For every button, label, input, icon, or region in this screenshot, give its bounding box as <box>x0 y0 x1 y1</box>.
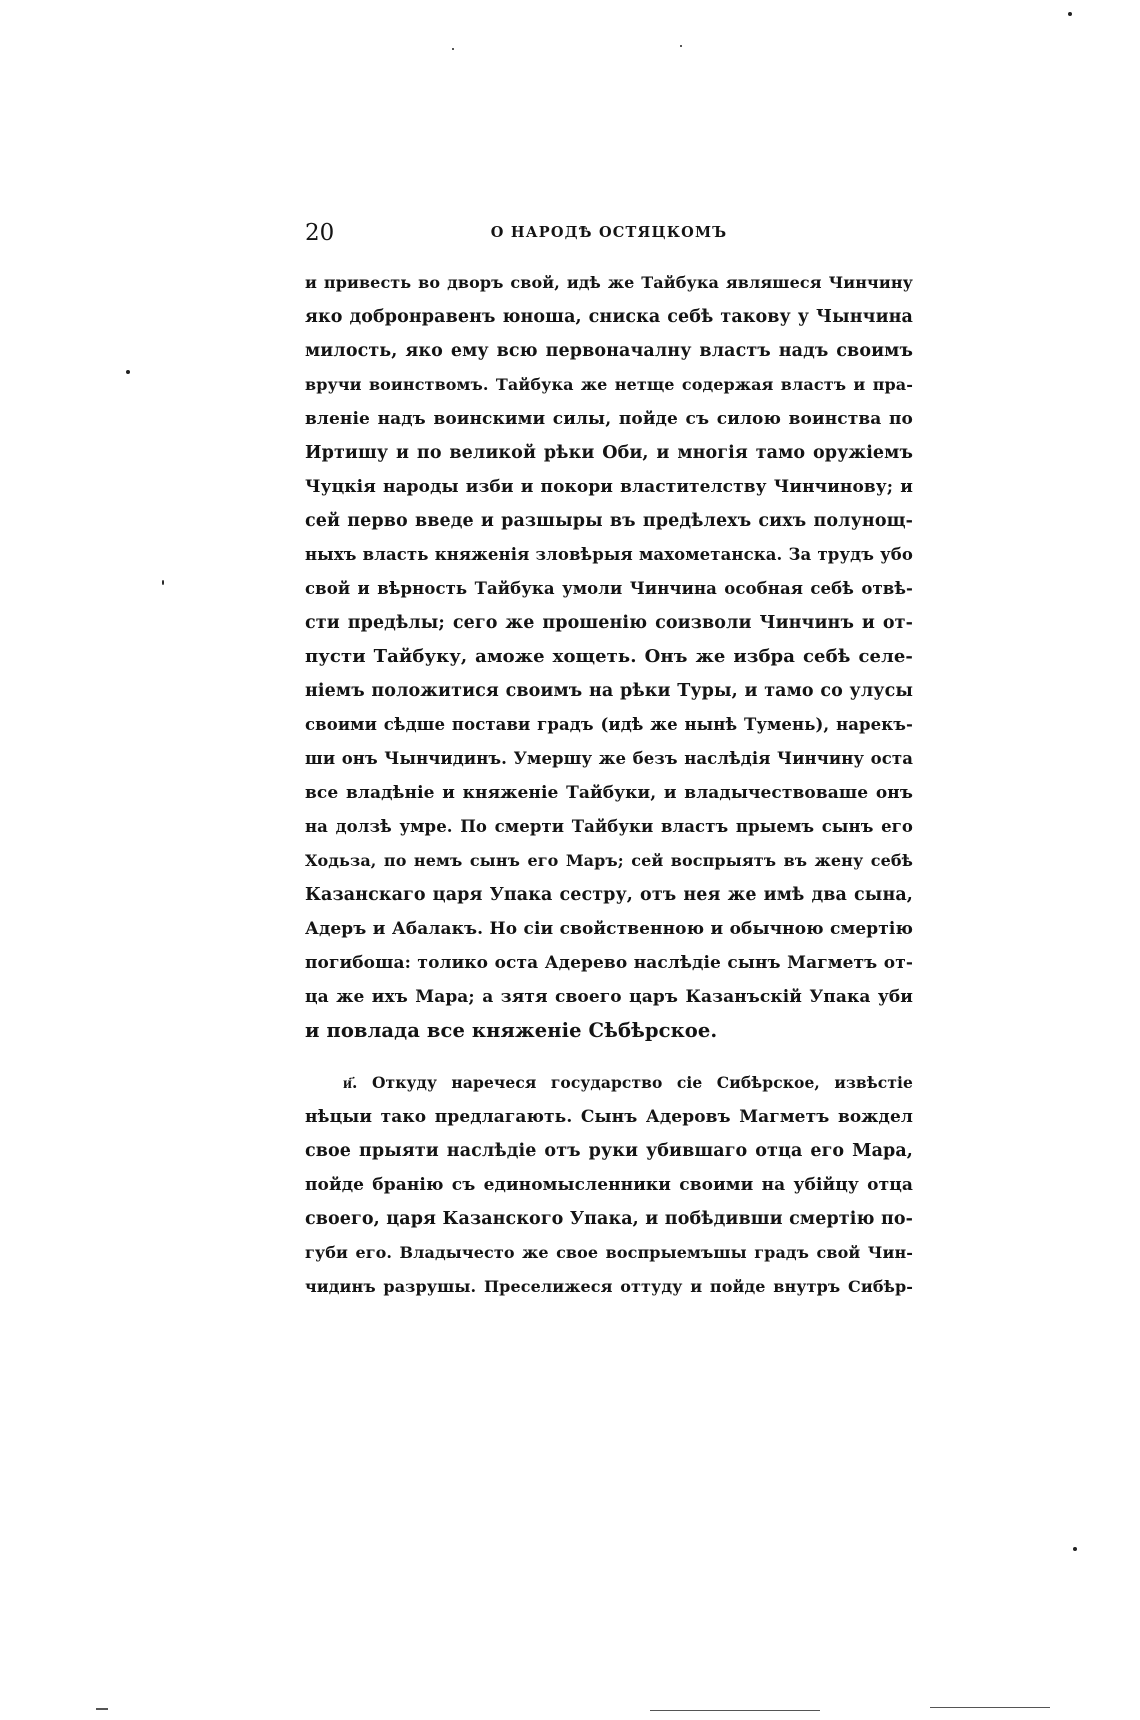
scan-edge-mark <box>650 1710 820 1711</box>
text-line: своими сѣдше постави градъ (идѣ же нынѣ Тумень), нарекъ- <box>305 715 913 734</box>
text-line: пойде бранію съ единомысленники своими на убійцу отца <box>305 1175 913 1195</box>
running-head <box>305 218 913 248</box>
text-line: погибоша: толико оста Адерево наслѣдіе сынъ Магметъ от- <box>305 953 913 973</box>
scan-speck <box>452 48 454 50</box>
scan-edge-mark <box>930 1707 1050 1708</box>
paragraph-gap <box>305 1048 913 1066</box>
scan-speck <box>680 45 682 47</box>
text-line: ши онъ Чынчидинъ. Умершу же безъ наслѣдія Чинчину оста <box>305 749 913 768</box>
text-line: на долзѣ умре. По смерти Тайбуки властъ прыемъ сынъ его <box>305 817 913 836</box>
text-line: и привесть во дворъ свой, идѣ же Тайбука являшеся Чинчину <box>305 273 913 292</box>
text-line: вленіе надъ воинскими силы, пойде съ силою воинства по <box>305 409 913 429</box>
text-line: свое прыяти наслѣдіе отъ руки убившаго отца его Мара, <box>305 1141 913 1161</box>
text-line: губи его. Владычесто же свое воспрыемъшы градъ свой Чин- <box>305 1243 913 1262</box>
body-text <box>305 266 913 1304</box>
text-line: нѣцыи тако предлагають. Сынъ Адеровъ Магметъ вождел <box>305 1107 913 1127</box>
text-line: свой и вѣрность Тайбука умоли Чинчина особная себѣ отвѣ- <box>305 579 913 598</box>
text-line: Чуцкія народы изби и покори властителству Чинчинову; и <box>305 477 913 497</box>
page-number: 20 <box>305 220 335 246</box>
scan-edge-mark <box>96 1708 108 1710</box>
text-line: своего, царя Казанского Упака, и побѣдивши смертію по- <box>305 1209 913 1229</box>
scan-speck <box>126 370 130 374</box>
paragraph-1 <box>305 266 913 1048</box>
text-line: Ходьза, по немъ сынъ его Маръ; сей воспрыятъ въ жену себѣ <box>305 851 913 870</box>
text-line: и повлада все княженіе Сѣбѣрское. <box>305 1019 718 1042</box>
text-line: ца же ихъ Мара; а зятя своего царъ Казанъскій Упака уби <box>305 987 913 1007</box>
text-line: ніемъ положитися своимъ на рѣки Туры, и тамо со улусы <box>305 681 913 701</box>
scan-speck <box>162 580 164 585</box>
scan-speck <box>1068 12 1072 16</box>
text-line: и҃. Откуду наречеся государство сіе Сибѣрское, извѣстіе <box>343 1073 913 1092</box>
text-line: ныхъ власть княженія зловѣрыя махометанска. За трудъ убо <box>305 545 913 564</box>
running-title: О НАРОДѢ ОСТЯЦКОМЪ <box>490 224 728 241</box>
text-line: пусти Тайбуку, аможе хощеть. Онъ же избра себѣ селе- <box>305 646 913 667</box>
text-line: сей перво введе и разшыры въ предѣлехъ сихъ полунощ- <box>305 511 913 531</box>
text-line: Адеръ и Абалакъ. Но сіи свойственною и обычною смертію <box>305 919 913 939</box>
text-line: вручи воинствомъ. Тайбука же нетще содержая властъ и пра- <box>305 375 913 394</box>
scan-speck <box>1073 1547 1077 1551</box>
text-line: сти предѣлы; сего же прошенію соизволи Чинчинъ и от- <box>305 613 913 633</box>
text-line: Казанскаго царя Упака сестру, отъ нея же имѣ два сына, <box>305 885 913 905</box>
text-line: все владѣніе и княженіе Тайбуки, и владычествоваше онъ <box>305 783 913 803</box>
text-line: милость, яко ему всю первоначалну властъ надъ своимъ <box>305 341 913 361</box>
text-line: Иртишу и по великой рѣки Оби, и многія тамо оружіемъ <box>305 443 913 463</box>
paragraph-2 <box>305 1066 913 1304</box>
text-line: чидинъ разрушы. Преселижеся оттуду и пойде внутръ Сибѣр- <box>305 1277 913 1296</box>
text-line: яко добронравенъ юноша, сниска себѣ такову у Чынчина <box>305 307 913 327</box>
